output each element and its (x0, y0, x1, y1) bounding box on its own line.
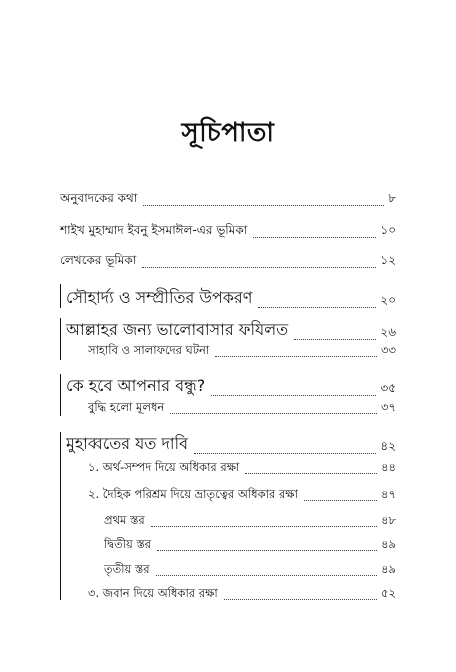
toc-subentry-page: ৩৭ (381, 400, 396, 414)
toc-section-label: আল্লাহর জন্য ভালোবাসার ফযিলত (66, 320, 289, 339)
toc-entry-page: ১২ (380, 253, 396, 267)
toc-subentry-label: ২. দৈহিক পরিশ্রম দিয়ে ভ্রাতৃত্বের অধিকার রক্ষা (88, 487, 298, 501)
toc-subentry-level3[interactable] (104, 512, 396, 531)
toc-entry[interactable] (60, 252, 396, 272)
leader-dots (142, 267, 376, 268)
toc-subentry[interactable] (88, 342, 396, 361)
toc-subentry[interactable] (88, 585, 396, 604)
page-title: সূচিপাতা (181, 118, 275, 148)
toc-subentry-page: ৪৪ (381, 460, 396, 474)
leader-dots (304, 500, 377, 501)
toc-section-label: সৌহার্দ্য ও সম্প্রীতির উপকরণ (66, 288, 253, 307)
toc-subentry-page: ৫২ (381, 586, 396, 600)
section-rule (60, 318, 61, 360)
leader-dots (224, 599, 377, 600)
toc-section[interactable] (66, 431, 396, 458)
toc-entry-label: লেখকের ভূমিকা (60, 253, 137, 267)
toc-subentry-label: সাহাবি ও সালাফদের ঘটনা (88, 343, 210, 357)
toc-subentry-label: বুদ্ধি হলো মূলধন (88, 400, 165, 414)
toc-subentry-level3[interactable] (104, 536, 396, 555)
toc-entry-page: ১০ (380, 223, 396, 237)
leader-dots (253, 237, 376, 238)
section-rule (60, 432, 61, 600)
toc-section[interactable] (66, 317, 396, 344)
section-rule (60, 284, 61, 308)
toc-section-page: ৪২ (380, 439, 396, 453)
toc-subentry[interactable] (88, 399, 396, 418)
toc-subentry[interactable] (88, 459, 396, 478)
leader-dots (215, 356, 377, 357)
toc-entry[interactable] (60, 222, 396, 242)
toc-subentry-label: প্রথম স্তর (104, 513, 145, 527)
toc-subentry-page: ৪৮ (381, 513, 396, 527)
toc-entry[interactable] (60, 190, 396, 210)
leader-dots (211, 395, 376, 396)
toc-entry-page: ৮ (388, 191, 396, 205)
toc-entry-label: শাইখ মুহাম্মাদ ইবনু ইসমাঈল-এর ভূমিকা (60, 223, 248, 237)
toc-section[interactable] (66, 373, 396, 400)
leader-dots (143, 205, 384, 206)
leader-dots (258, 307, 376, 308)
toc-subentry-label: দ্বিতীয় স্তর (104, 537, 152, 551)
toc-subentry-page: ৪৭ (381, 487, 396, 501)
toc-subentry-page: ৩৩ (381, 343, 396, 357)
toc-subentry-level3[interactable] (104, 561, 396, 580)
leader-dots (245, 473, 377, 474)
leader-dots (294, 339, 376, 340)
toc-section-page: ৩৫ (380, 381, 396, 395)
toc-section-label: মুহাব্বতের যত দাবি (66, 434, 188, 453)
toc-subentry-label: ১. অর্থ-সম্পদ দিয়ে অধিকার রক্ষা (88, 460, 240, 474)
leader-dots (156, 575, 377, 576)
toc-subentry[interactable] (88, 486, 396, 505)
toc-subentry-label: তৃতীয় স্তর (104, 562, 150, 576)
leader-dots (194, 453, 376, 454)
toc-section[interactable] (66, 285, 396, 312)
leader-dots (170, 413, 377, 414)
section-rule (60, 374, 61, 416)
toc-section-page: ২৬ (380, 325, 396, 339)
toc-subentry-label: ৩. জবান দিয়ে অধিকার রক্ষা (88, 586, 218, 600)
toc-section-label: কে হবে আপনার বন্ধু? (66, 376, 206, 395)
toc-section-page: ২০ (380, 293, 396, 307)
toc-subentry-page: ৪৯ (381, 562, 396, 576)
leader-dots (157, 550, 377, 551)
leader-dots (151, 526, 377, 527)
toc-subentry-page: ৪৯ (381, 537, 396, 551)
toc-entry-label: অনুবাদকের কথা (60, 191, 138, 205)
